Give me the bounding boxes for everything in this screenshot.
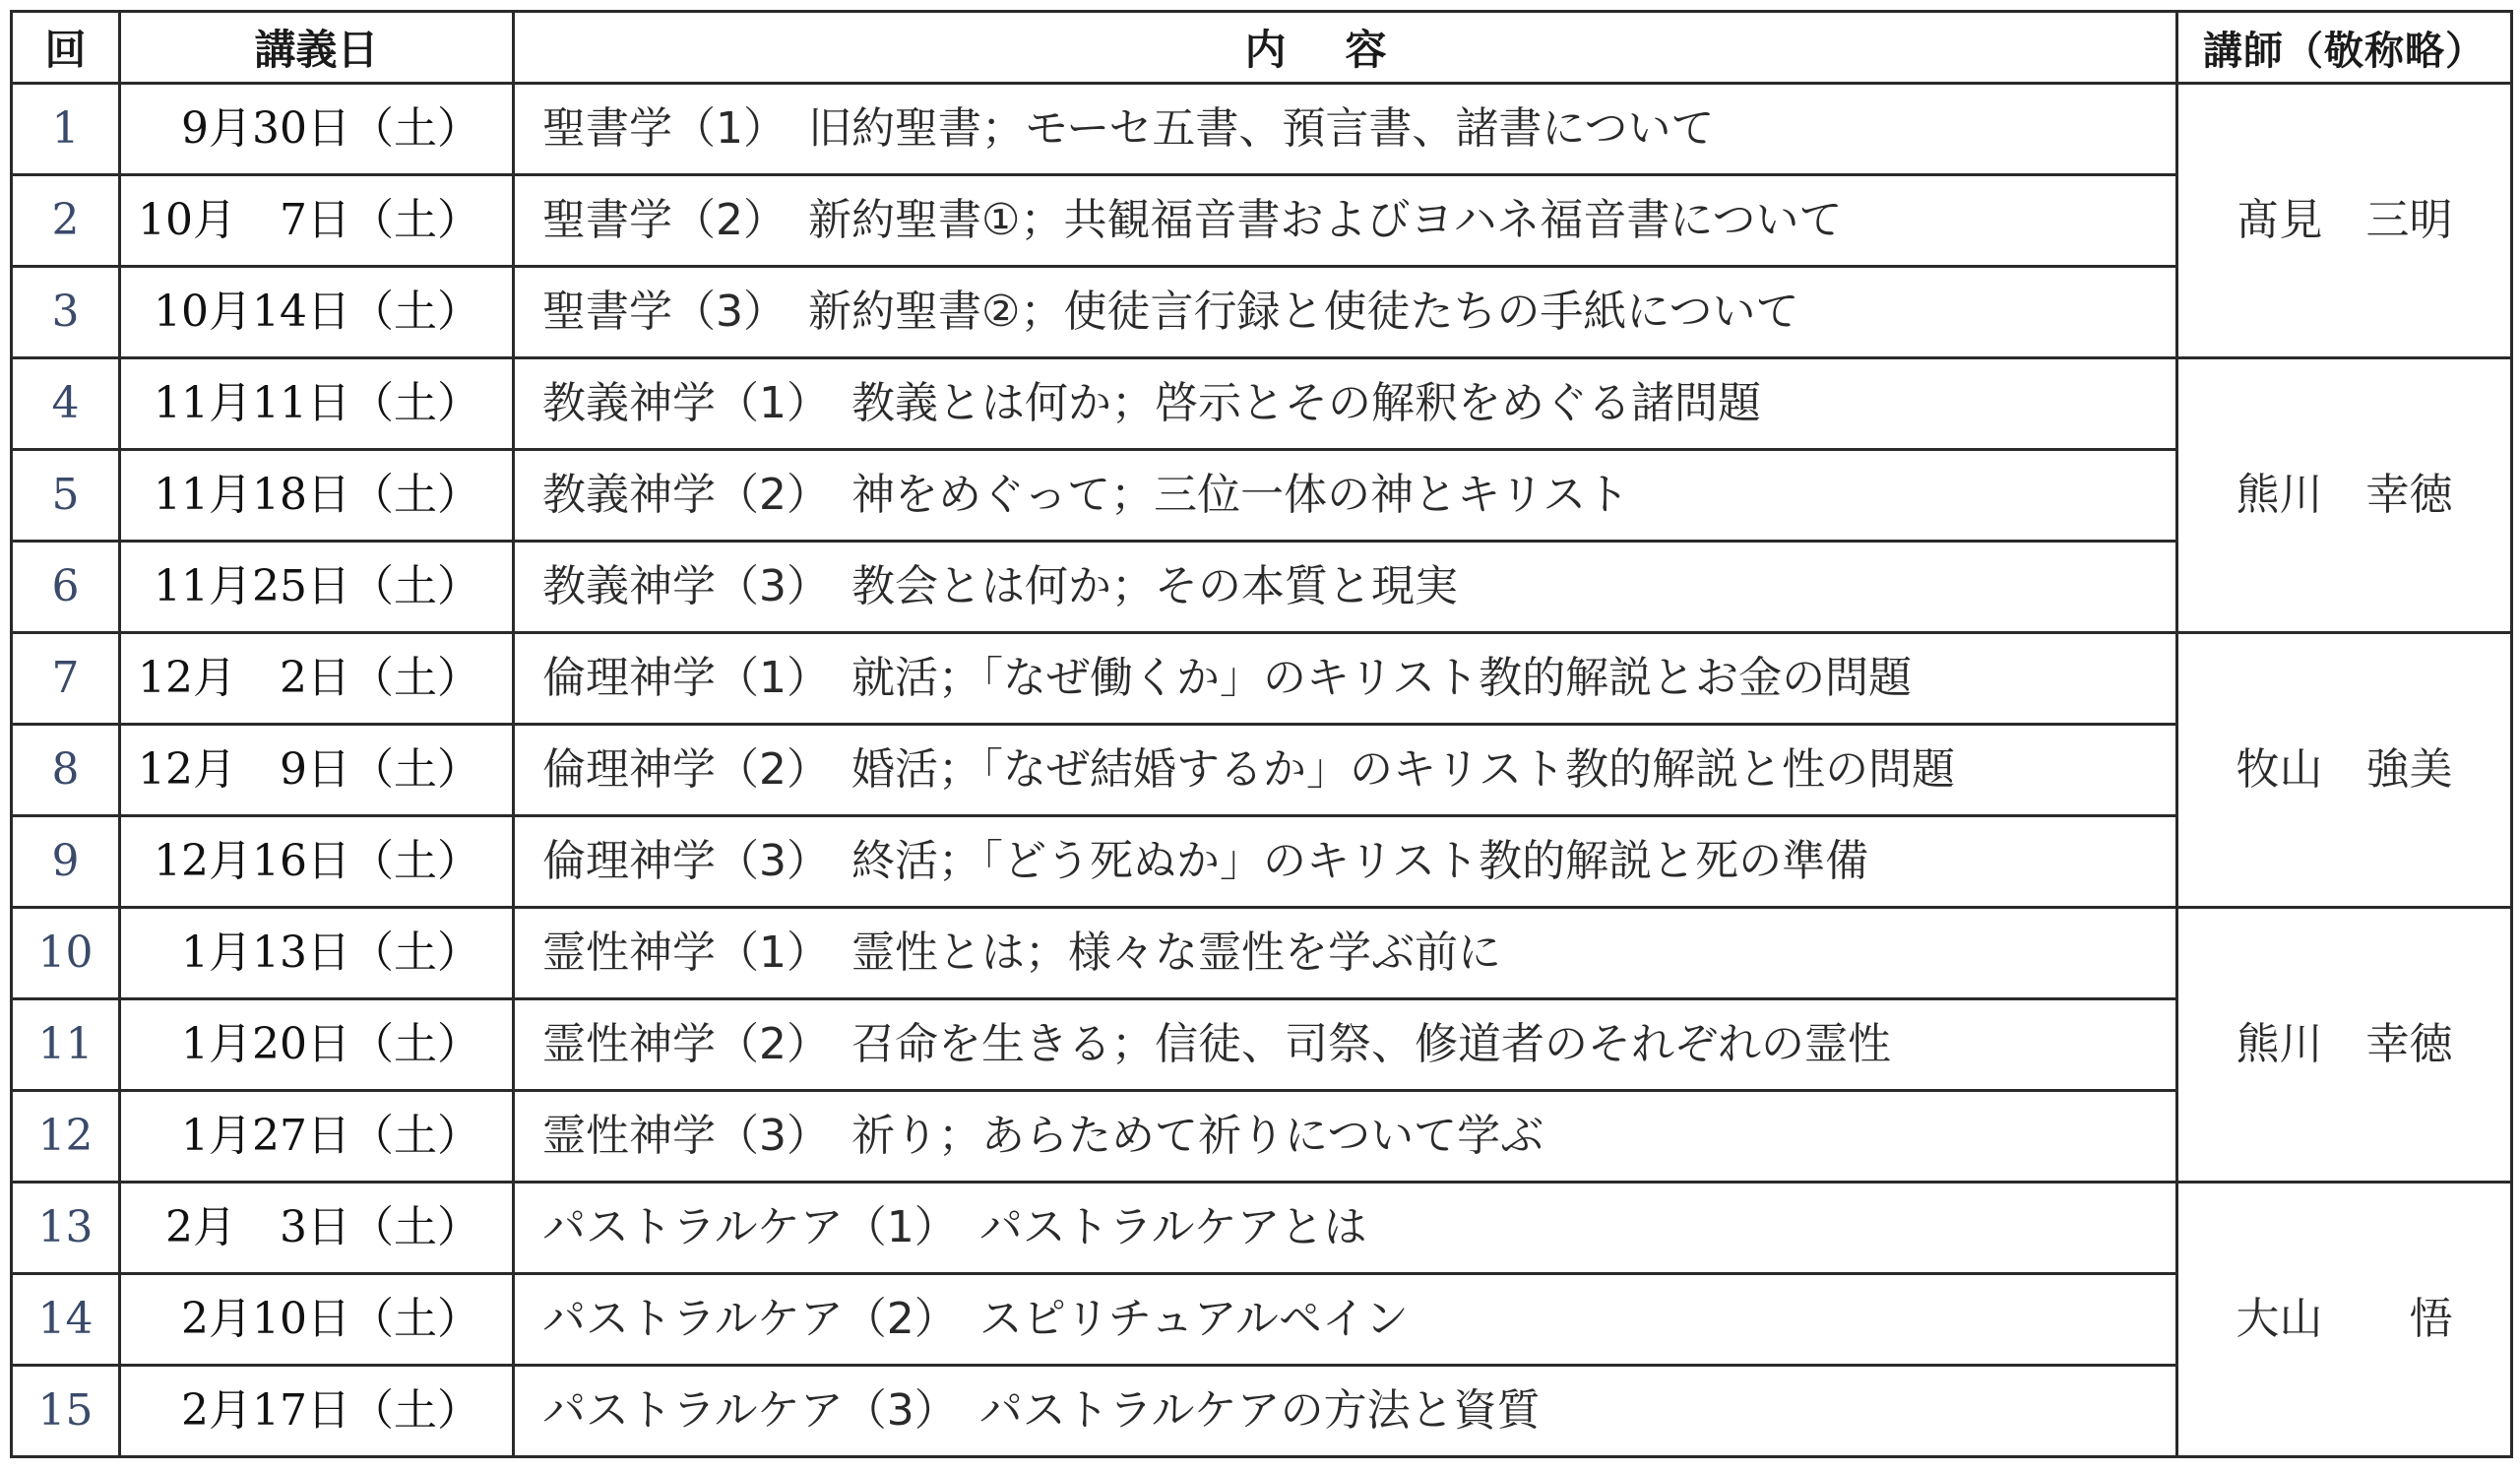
header-row: [12, 12, 2512, 84]
lecture-content: 霊性神学（3） 祈り；あらためて祈りについて学ぶ: [514, 1091, 2177, 1183]
lecture-content: 聖書学（2） 新約聖書①；共観福音書およびヨハネ福音書について: [514, 175, 2177, 267]
lecture-date: 2月17日（土）: [120, 1366, 514, 1457]
session-number: 15: [12, 1366, 120, 1457]
table-row: [12, 1091, 2512, 1183]
lecture-content: パストラルケア（3） パストラルケアの方法と資質: [514, 1366, 2177, 1457]
lecture-date: 1月27日（土）: [120, 1091, 514, 1183]
lecture-content: パストラルケア（1） パストラルケアとは: [514, 1183, 2177, 1274]
lecture-content: 教義神学（1） 教義とは何か；啓示とその解釈をめぐる諸問題: [514, 358, 2177, 450]
session-number: 10: [12, 908, 120, 999]
header-content: 内容: [514, 12, 2177, 84]
header-date: 講義日: [120, 12, 514, 84]
session-number: 14: [12, 1274, 120, 1366]
lecture-date: 2月10日（土）: [120, 1274, 514, 1366]
lecture-date: 12月 2日（土）: [120, 633, 514, 725]
session-number: 6: [12, 542, 120, 633]
session-number: 1: [12, 84, 120, 175]
lecture-schedule-table: [10, 10, 2513, 1458]
lecture-content: 倫理神学（3） 終活；「どう死ぬか」のキリスト教的解説と死の準備: [514, 816, 2177, 908]
lecturer-name: 大山 悟: [2177, 1183, 2512, 1457]
lecture-content: 聖書学（3） 新約聖書②；使徒言行録と使徒たちの手紙について: [514, 267, 2177, 358]
header-no: 回: [12, 12, 120, 84]
lecture-content: 教義神学（3） 教会とは何か；その本質と現実: [514, 542, 2177, 633]
table-row: [12, 1183, 2512, 1274]
lecturer-name: 髙見 三明: [2177, 84, 2512, 358]
table-row: [12, 725, 2512, 816]
session-number: 9: [12, 816, 120, 908]
lecture-date: 9月30日（土）: [120, 84, 514, 175]
lecture-date: 10月 7日（土）: [120, 175, 514, 267]
lecture-date: 12月 9日（土）: [120, 725, 514, 816]
table-row: [12, 175, 2512, 267]
lecturer-name: 熊川 幸徳: [2177, 908, 2512, 1183]
session-number: 11: [12, 999, 120, 1091]
session-number: 2: [12, 175, 120, 267]
lecturer-name: 牧山 強美: [2177, 633, 2512, 908]
lecture-date: 12月16日（土）: [120, 816, 514, 908]
session-number: 8: [12, 725, 120, 816]
lecture-content: パストラルケア（2） スピリチュアルペイン: [514, 1274, 2177, 1366]
table-row: [12, 542, 2512, 633]
table-row: [12, 267, 2512, 358]
lecture-content: 霊性神学（1） 霊性とは；様々な霊性を学ぶ前に: [514, 908, 2177, 999]
session-number: 3: [12, 267, 120, 358]
lecture-date: 1月20日（土）: [120, 999, 514, 1091]
table-header: [12, 12, 2512, 84]
table-row: [12, 358, 2512, 450]
lecture-date: 11月11日（土）: [120, 358, 514, 450]
table-row: [12, 450, 2512, 542]
lecture-date: 10月14日（土）: [120, 267, 514, 358]
session-number: 5: [12, 450, 120, 542]
lecture-date: 11月18日（土）: [120, 450, 514, 542]
table-row: [12, 633, 2512, 725]
session-number: 7: [12, 633, 120, 725]
session-number: 12: [12, 1091, 120, 1183]
header-lecturer: 講師（敬称略）: [2177, 12, 2512, 84]
table-row: [12, 1366, 2512, 1457]
lecture-date: 11月25日（土）: [120, 542, 514, 633]
session-number: 4: [12, 358, 120, 450]
lecturer-name: 熊川 幸徳: [2177, 358, 2512, 633]
table-row: [12, 84, 2512, 175]
lecture-content: 倫理神学（1） 就活；「なぜ働くか」のキリスト教的解説とお金の問題: [514, 633, 2177, 725]
table-row: [12, 999, 2512, 1091]
table-body: [12, 84, 2512, 1457]
table-row: [12, 816, 2512, 908]
lecture-content: 霊性神学（2） 召命を生きる；信徒、司祭、修道者のそれぞれの霊性: [514, 999, 2177, 1091]
lecture-date: 1月13日（土）: [120, 908, 514, 999]
session-number: 13: [12, 1183, 120, 1274]
lecture-content: 倫理神学（2） 婚活；「なぜ結婚するか」のキリスト教的解説と性の問題: [514, 725, 2177, 816]
lecture-date: 2月 3日（土）: [120, 1183, 514, 1274]
lecture-content: 聖書学（1） 旧約聖書；モーセ五書、預言書、諸書について: [514, 84, 2177, 175]
table-row: [12, 908, 2512, 999]
table-row: [12, 1274, 2512, 1366]
lecture-content: 教義神学（2） 神をめぐって；三位一体の神とキリスト: [514, 450, 2177, 542]
